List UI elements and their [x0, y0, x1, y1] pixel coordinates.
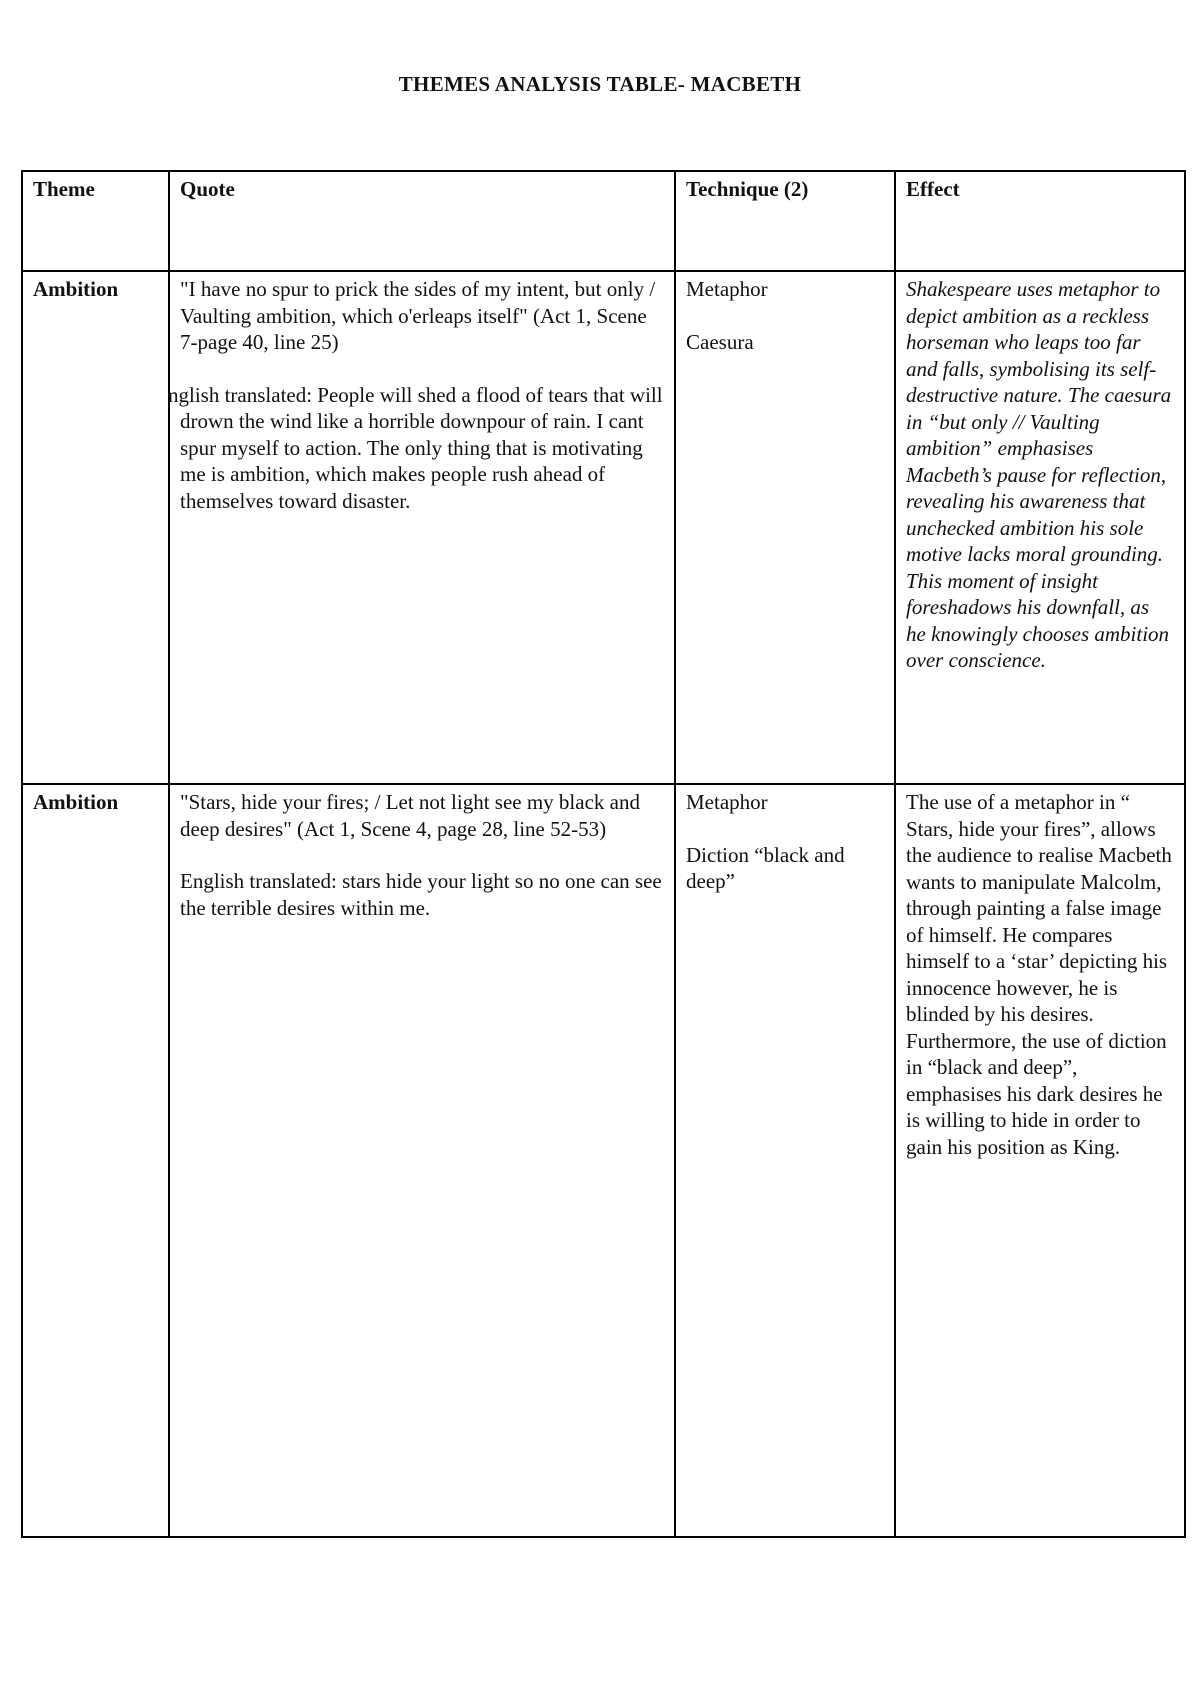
technique-1: Metaphor — [686, 277, 768, 301]
technique-2: Caesura — [686, 329, 754, 354]
effect-cell: Shakespeare uses metaphor to depict ambition as a reckless horseman who leaps too far and falls, symbolising its self-destructive nature. The caesura in “but only // Vaulting ambition” emphasises Macbeth’s pause for reflection, revealing his awareness that unchecked ambition his sole motive lacks moral grounding. This moment of insight foreshadows his downfall, as he knowingly chooses ambition over conscience. — [895, 271, 1185, 784]
quote-text: "I have no spur to prick the sides of my intent, but only / Vaulting ambition, which o'erleaps itself" (Act 1, Scene 7-page 40, line 25) — [180, 277, 656, 354]
header-effect: Effect — [895, 171, 1185, 271]
theme-cell: Ambition — [22, 271, 169, 784]
themes-analysis-table — [21, 170, 1186, 1538]
translation-text: nglish translated: People will shed a flood of tears that will drown the wind like a horrible downpour of rain. I cant spur myself to action. The only thing that is motivating me is ambition, which makes people rush ahead of themselves toward disaster. — [168, 382, 663, 513]
effect-cell: The use of a metaphor in “ Stars, hide your fires”, allows the audience to realise Macbeth wants to manipulate Malcolm, through painting a false image of himself. He compares himself to a ‘star’ depicting his innocence however, he is blinded by his desires. Furthermore, the use of diction in “black and deep”, emphasises his dark desires he is willing to hide in order to gain his position as King. — [895, 784, 1185, 1537]
technique-1: Metaphor — [686, 790, 768, 814]
technique-cell — [675, 784, 895, 1537]
quote-cell — [169, 271, 675, 784]
table-header-row — [22, 171, 1185, 271]
quote-text: "Stars, hide your fires; / Let not light see my black and deep desires" (Act 1, Scene 4, page 28, line 52-53) — [180, 790, 640, 841]
page-title: THEMES ANALYSIS TABLE- MACBETH — [398, 72, 802, 96]
header-quote: Quote — [169, 171, 675, 271]
table-row — [22, 784, 1185, 1537]
translation-text: English translated: stars hide your light so no one can see the terrible desires within me. — [180, 869, 662, 920]
technique-cell — [675, 271, 895, 784]
quote-cell — [169, 784, 675, 1537]
technique-2: Diction “black and deep” — [686, 842, 845, 893]
header-technique: Technique (2) — [675, 171, 895, 271]
header-theme: Theme — [22, 171, 169, 271]
table-row — [22, 271, 1185, 784]
theme-cell: Ambition — [22, 784, 169, 1537]
